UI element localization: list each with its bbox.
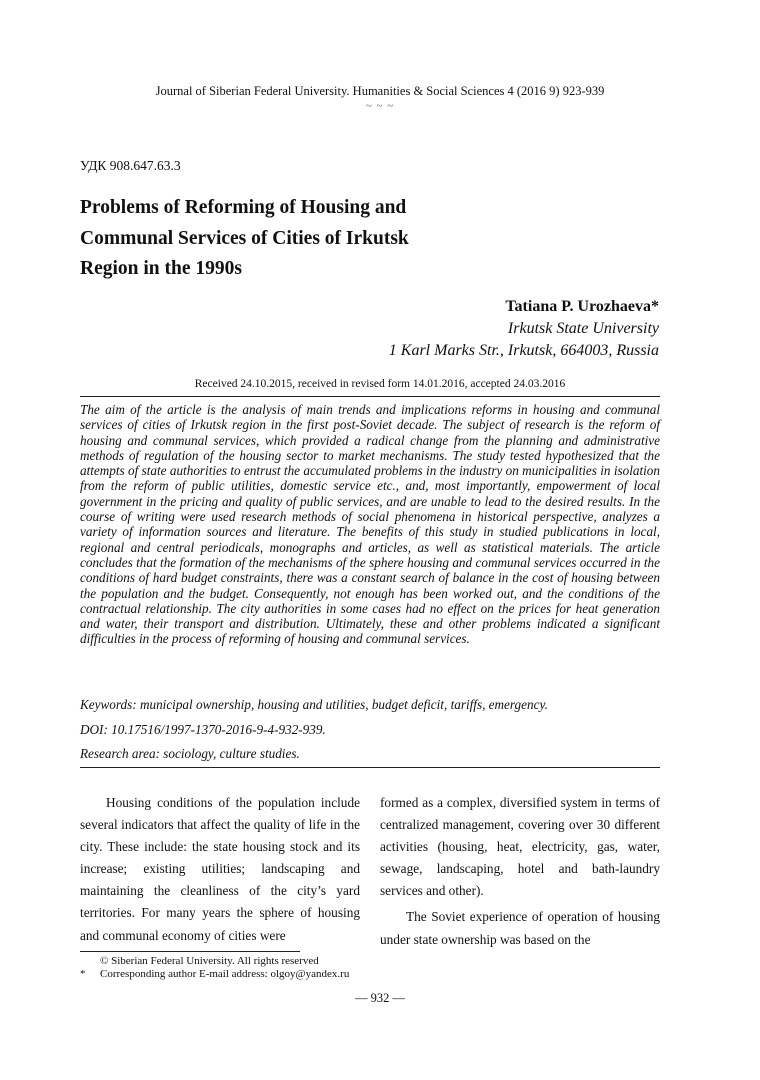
abstract-bottom-rule [80,767,660,768]
abstract: The aim of the article is the analysis of main trends and implications reforms in housing and communal services of cities of Irkutsk region in the first post-Soviet decade. The subject of research is the reform of housing and communal services, which provided a radical change from the planning and administrative methods of regulation of the housing sector to market mechanisms. The study tested hypothesized that the attempts of state authorities to entrust the accumulated problems in the industry on municipalities in isolation from the reform of public utilities, domestic service etc., and, most importantly, empowerment of local government in the pricing and quality of public services, and are unable to lead to the desired results. In the course of writing were used research methods of social phenomena in historical perspective, analyzes a variety of information sources and literature. The benefits of this study in studied publications in local, regional and central periodicals, monographs and articles, as well as statistical materials. The article concludes that the formation of the mechanisms of the sphere housing and communal services occurred in the conditions of hard budget constraints, there was a constant search of balance in the cost of housing between the population and the budget. Consequently, not enough has been worked out, and the conditions of the contractual relationship. The city authorities in some cases had no effect on the prices for heat generation and water, their transport and distribution. Ultimately, these and other problems indicated a significant difficulties in the process of reforming of housing and communal services. [80,402,660,647]
doi: DOI: 10.17516/1997-1370-2016-9-4-932-939. [80,722,326,737]
author-name: Tatiana P. Urozhaeva* [505,298,659,315]
author-block [389,296,659,362]
footnote-copyright: © Siberian Federal University. All rights reserved [100,955,319,967]
abstract-top-rule [80,396,660,397]
body-paragraph: Housing conditions of the population include several indicators that affect the quality of life in the city. These include: the state housing stock and its increase; existing utilities; landscaping and maintaining the cleanliness of the city’s yard territories. For many years the sphere of housing and communal economy of cities were [80,795,360,943]
research-area: Research area: sociology, culture studies. [80,746,300,761]
header-ornament: ~ ~ ~ [365,100,395,112]
footnote-star: * [80,968,86,980]
footnote-corresponding-author [80,968,349,981]
article-title: Problems of Reforming of Housing and Communal Services of Cities of Irkutsk Region in the 1990s [80,197,409,279]
udk-code: УДК 908.647.63.3 [80,158,181,173]
body-column-left [80,792,360,947]
author-address: 1 Karl Marks Str., Irkutsk, 664003, Russia [388,342,659,359]
author-university: Irkutsk State University [507,320,659,337]
journal-header: Journal of Siberian Federal University. Humanities & Social Sciences 4 (2016 9) 923-939 [155,84,605,98]
body-column-right [380,792,660,951]
keywords: Keywords: municipal ownership, housing and utilities, budget deficit, tariffs, emergency. [80,697,548,712]
body-paragraph-continued: formed as a complex, diversified system in terms of centralized management, covering over 30 different activities (housing, heat, electricity, gas, water, sewage, landscaping, hotel and bath-laundry services and other). [380,795,660,899]
corresponding-email: Corresponding author E-mail address: olgoy@yandex.ru [100,968,350,980]
footnote-rule [80,951,300,952]
page-number: — 932 — [355,991,405,1005]
body-paragraph: The Soviet experience of operation of housing under state ownership was based on the [380,909,660,947]
received-dates: Received 24.10.2015, received in revised form 14.01.2016, accepted 24.03.2016 [194,378,566,390]
